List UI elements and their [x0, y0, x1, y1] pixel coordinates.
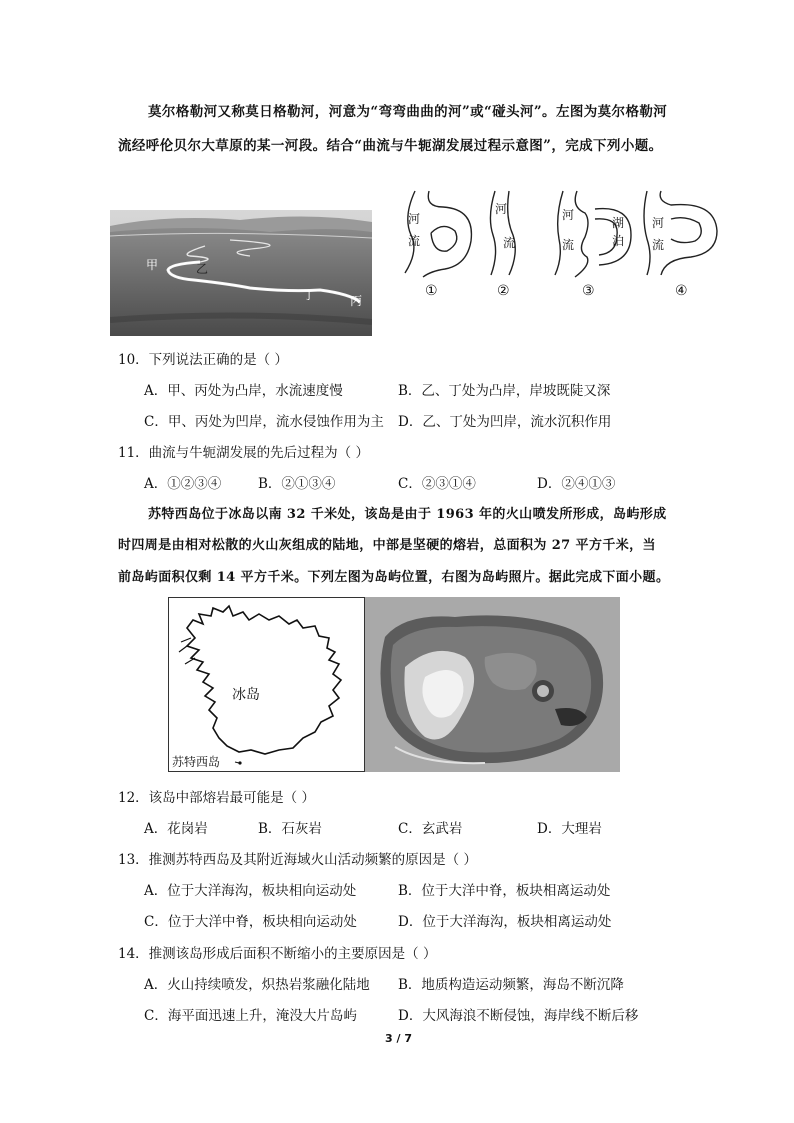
passage1-line2: 流经呼伦贝尔大草原的某一河段。结合“曲流与牛轭湖发展过程示意图”，完成下列小题。 [118, 138, 663, 154]
q11-option-a: A．①②③④ [144, 476, 222, 492]
q12-option-d: D．大理岩 [537, 821, 602, 837]
label-ding: 丁 [303, 288, 316, 302]
q14-option-d: D．大风海浪不断侵蚀，海岸线不断后移 [398, 1008, 639, 1024]
q10-option-c: C．甲、丙处为凹岸，流水侵蚀作用为主 [144, 414, 384, 430]
river-photo [110, 210, 372, 336]
q11-option-b: B．②①③④ [258, 476, 336, 492]
label-jia: 甲 [146, 258, 159, 272]
q11-option-c: C．②③①④ [398, 476, 476, 492]
q10-stem: 10．下列说法正确的是（ ） [118, 352, 288, 368]
q14-option-b: B．地质构造运动频繁，海岛不断沉降 [398, 977, 624, 993]
q12-option-c: C．玄武岩 [398, 821, 463, 837]
q14-option-a: A．火山持续喷发，炽热岩浆融化陆地 [144, 977, 370, 993]
diagram-number-2: ② [497, 283, 510, 299]
passage2-line2: 时四周是由相对松散的火山灰组成的陆地，中部是坚硬的熔岩，总面积为 27 平方千米，当 [118, 538, 656, 553]
q13-option-d: D．位于大洋海沟，板块相离运动处 [398, 914, 612, 930]
surtsey-label: 苏特西岛 [172, 755, 221, 769]
q12-option-b: B．石灰岩 [258, 821, 322, 837]
q14-stem: 14．推测该岛形成后面积不断缩小的主要原因是（ ） [118, 946, 437, 962]
page-number: 3 / 7 [385, 1032, 412, 1045]
diagram3-text-hu: 湖 [612, 216, 625, 230]
q10-option-d: D．乙、丁处为凹岸，流水沉积作用 [398, 414, 612, 430]
passage2-line1: 苏特西岛位于冰岛以南 32 千米处，该岛是由于 1963 年的火山喷发所形成，岛屿形成 [148, 507, 667, 522]
diagram2-text-liu: 流 [503, 236, 516, 250]
iceland-map [168, 597, 365, 772]
q12-option-a: A．花岗岩 [144, 821, 208, 837]
q10-option-b: B．乙、丁处为凸岸，岸坡既陡又深 [398, 383, 611, 399]
label-yi: 乙 [196, 262, 209, 276]
diagram2-text-he: 河 [495, 202, 508, 216]
passage1-line1: 莫尔格勒河又称莫日格勒河，河意为“弯弯曲曲的河”或“碰头河”。左图为莫尔格勒河 [148, 104, 668, 120]
diagram4-text-liu: 流 [652, 238, 665, 252]
diagram1-text-he: 河 [408, 212, 421, 226]
q10-option-a: A．甲、丙处为凸岸，水流速度慢 [144, 383, 343, 399]
q11-stem: 11．曲流与牛轭湖发展的先后过程为（ ） [118, 445, 369, 461]
diagram-number-3: ③ [582, 283, 595, 299]
q13-option-b: B．位于大洋中脊，板块相离运动处 [398, 883, 611, 899]
q11-option-d: D．②④①③ [537, 476, 616, 492]
diagram4-text-he: 河 [652, 216, 665, 230]
q14-option-c: C．海平面迅速上升，淹没大片岛屿 [144, 1008, 357, 1024]
q12-stem: 12．该岛中部熔岩最可能是（ ） [118, 790, 315, 806]
diagram-number-1: ① [425, 283, 438, 299]
q13-stem: 13．推测苏特西岛及其附近海域火山活动频繁的原因是（ ） [118, 852, 477, 868]
q13-option-c: C．位于大洋中脊，板块相向运动处 [144, 914, 357, 930]
diagram3-text-po: 泊 [612, 234, 625, 248]
surtsey-photo [365, 597, 620, 772]
q13-option-a: A．位于大洋海沟，板块相向运动处 [144, 883, 357, 899]
passage2-line3: 前岛屿面积仅剩 14 平方千米。下列左图为岛屿位置，右图为岛屿照片。据此完成下面小题。 [118, 570, 670, 585]
diagram3-text-he: 河 [562, 208, 575, 222]
iceland-label: 冰岛 [232, 687, 260, 703]
diagram3-text-liu: 流 [562, 238, 575, 252]
diagram1-text-liu: 流 [408, 234, 421, 248]
label-bing: 丙 [350, 294, 363, 308]
diagram-number-4: ④ [675, 283, 688, 299]
